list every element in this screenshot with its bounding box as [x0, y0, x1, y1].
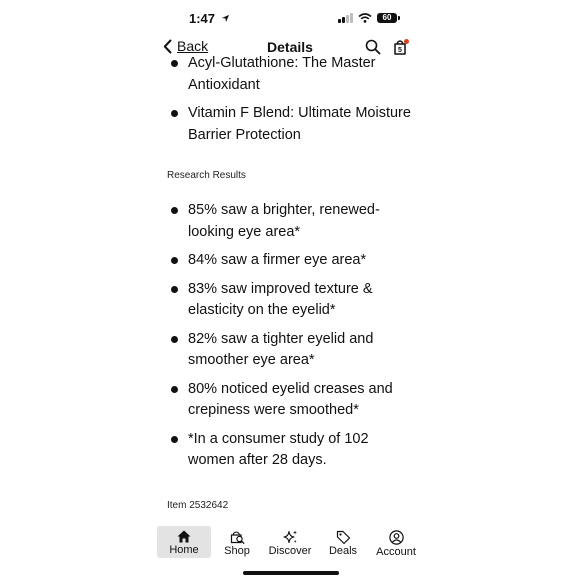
shopping-bag-icon — [392, 38, 410, 56]
home-indicator[interactable] — [243, 571, 339, 575]
tab-account[interactable] — [369, 526, 423, 558]
tab-label: Deals — [328, 545, 358, 557]
tab-label: Shop — [224, 545, 250, 557]
sparkle-icon — [283, 530, 298, 544]
tag-icon — [336, 530, 351, 544]
status-time — [189, 11, 230, 26]
location-arrow-icon — [221, 14, 230, 23]
status-time-text: 1:47 — [189, 11, 216, 26]
tab-label: Home — [169, 544, 199, 556]
battery-level: 60 — [382, 13, 392, 22]
list-item: Acyl-Glutathione: The Master Antioxidant — [167, 56, 417, 96]
list-item: 80% noticed eyelid creases and crepiness were smoothed* — [167, 379, 417, 422]
tab-label: Account — [376, 546, 416, 558]
item-number: Item 2532642 — [167, 500, 229, 511]
cart-count: 5 — [398, 47, 402, 55]
ingredient-list — [167, 56, 417, 146]
battery-icon — [377, 13, 397, 23]
tab-shop[interactable] — [210, 526, 264, 558]
wifi-icon — [358, 13, 372, 23]
list-item: Vitamin F Blend: Ultimate Moisture Barrier Protection — [167, 103, 417, 146]
status-indicators — [338, 13, 397, 23]
bottom-tab-bar — [155, 526, 425, 566]
list-item: 85% saw a brighter, renewed-looking eye area* — [167, 200, 417, 243]
tab-discover[interactable] — [263, 526, 317, 558]
back-label: Back — [177, 38, 209, 54]
house-icon — [177, 530, 191, 543]
tab-home[interactable] — [157, 526, 211, 558]
search-icon[interactable] — [365, 39, 381, 55]
tab-deals[interactable] — [316, 526, 370, 558]
research-results-list — [167, 200, 417, 472]
list-item: 83% saw improved texture & elasticity on the eyelid* — [167, 279, 417, 322]
page-title: Details — [267, 39, 313, 55]
shop-search-icon — [230, 530, 245, 544]
research-results-heading: Research Results — [167, 170, 246, 181]
signal-icon — [338, 13, 353, 23]
status-bar — [155, 8, 425, 30]
list-item: 84% saw a firmer eye area* — [167, 250, 417, 272]
tab-label: Discover — [268, 545, 312, 557]
list-item: *In a consumer study of 102 women after 28 days. — [167, 429, 417, 472]
product-details-content[interactable] — [155, 56, 425, 526]
list-item: 82% saw a tighter eyelid and smoother eye area* — [167, 329, 417, 372]
app-screen — [155, 0, 425, 580]
person-circle-icon — [389, 530, 404, 545]
